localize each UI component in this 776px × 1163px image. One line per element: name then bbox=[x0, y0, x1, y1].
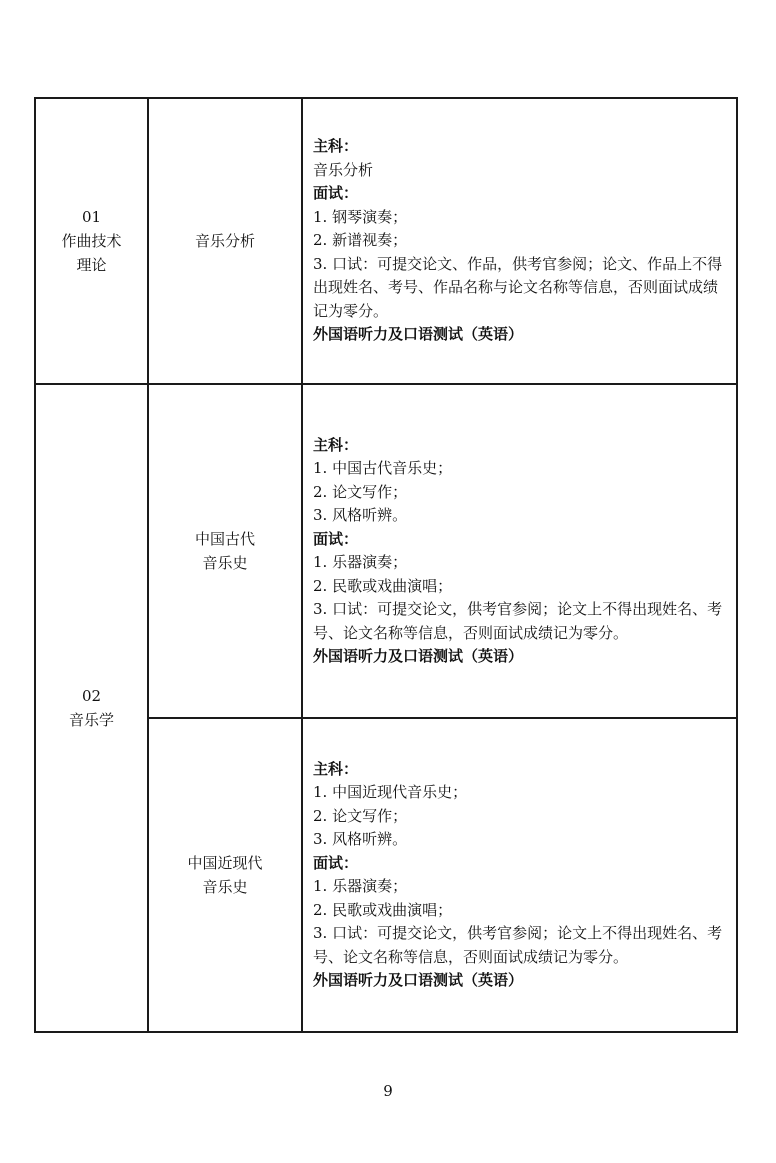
main-subject-item: 音乐分析 bbox=[313, 160, 374, 179]
interview-label: 面试： bbox=[313, 184, 359, 203]
main-subject-item: 2. 论文写作； bbox=[313, 482, 408, 501]
main-subject-item: 3. 风格听辨。 bbox=[313, 506, 408, 524]
department-name: 作曲技术 bbox=[61, 232, 122, 250]
interview-item: 2. 民歌或戏曲演唱； bbox=[313, 576, 453, 595]
language-test: 外国语听力及口语测试（英语） bbox=[313, 325, 524, 344]
department-cell bbox=[35, 98, 148, 384]
direction-cell bbox=[148, 718, 302, 1032]
content-cell bbox=[302, 98, 737, 384]
content-cell bbox=[302, 718, 737, 1032]
content-cell bbox=[302, 384, 737, 718]
direction-name: 音乐史 bbox=[202, 554, 248, 572]
direction-name: 音乐分析 bbox=[194, 232, 255, 250]
main-subject-label: 主科： bbox=[313, 435, 359, 454]
direction-name: 中国近现代 bbox=[187, 854, 263, 872]
page-number: 9 bbox=[383, 1082, 393, 1100]
main-subject-label: 主科： bbox=[313, 137, 359, 156]
interview-item: 1. 钢琴演奏； bbox=[313, 207, 408, 226]
interview-item: 2. 民歌或戏曲演唱； bbox=[313, 900, 453, 919]
direction-cell bbox=[148, 98, 302, 384]
interview-item: 3. 口试：可提交论文，供考官参阅；论文上不得出现姓名、考号、论文名称等信息，否则面试成绩记为零分。 bbox=[313, 600, 723, 642]
direction-name: 中国古代 bbox=[194, 530, 255, 548]
main-subject-item: 2. 论文写作； bbox=[313, 806, 408, 825]
department-name: 理论 bbox=[76, 256, 107, 274]
interview-label: 面试： bbox=[313, 853, 359, 872]
department-name: 音乐学 bbox=[68, 711, 114, 729]
table-row bbox=[35, 384, 737, 718]
table-row bbox=[35, 98, 737, 384]
department-code: 02 bbox=[81, 687, 102, 705]
interview-item: 2. 新谱视奏； bbox=[313, 231, 408, 250]
main-subject-label: 主科： bbox=[313, 759, 359, 778]
interview-item: 3. 口试：可提交论文，供考官参阅；论文上不得出现姓名、考号、论文名称等信息，否则面试成绩记为零分。 bbox=[313, 924, 723, 966]
interview-item: 1. 乐器演奏； bbox=[313, 553, 408, 571]
language-test: 外国语听力及口语测试（英语） bbox=[313, 971, 524, 989]
direction-cell bbox=[148, 384, 302, 718]
exam-table bbox=[34, 97, 738, 1033]
main-subject-item: 1. 中国古代音乐史； bbox=[313, 459, 453, 477]
interview-label: 面试： bbox=[313, 529, 359, 548]
interview-item: 1. 乐器演奏； bbox=[313, 877, 408, 895]
department-code: 01 bbox=[81, 208, 102, 226]
language-test: 外国语听力及口语测试（英语） bbox=[313, 647, 524, 665]
main-subject-item: 1. 中国近现代音乐史； bbox=[313, 783, 468, 801]
main-subject-item: 3. 风格听辨。 bbox=[313, 830, 408, 848]
department-cell bbox=[35, 384, 148, 1032]
interview-item: 3. 口试：可提交论文、作品，供考官参阅；论文、作品上不得出现姓名、考号、作品名称与论文名称等信息，否则面试成绩记为零分。 bbox=[313, 254, 723, 320]
direction-name: 音乐史 bbox=[202, 878, 248, 896]
